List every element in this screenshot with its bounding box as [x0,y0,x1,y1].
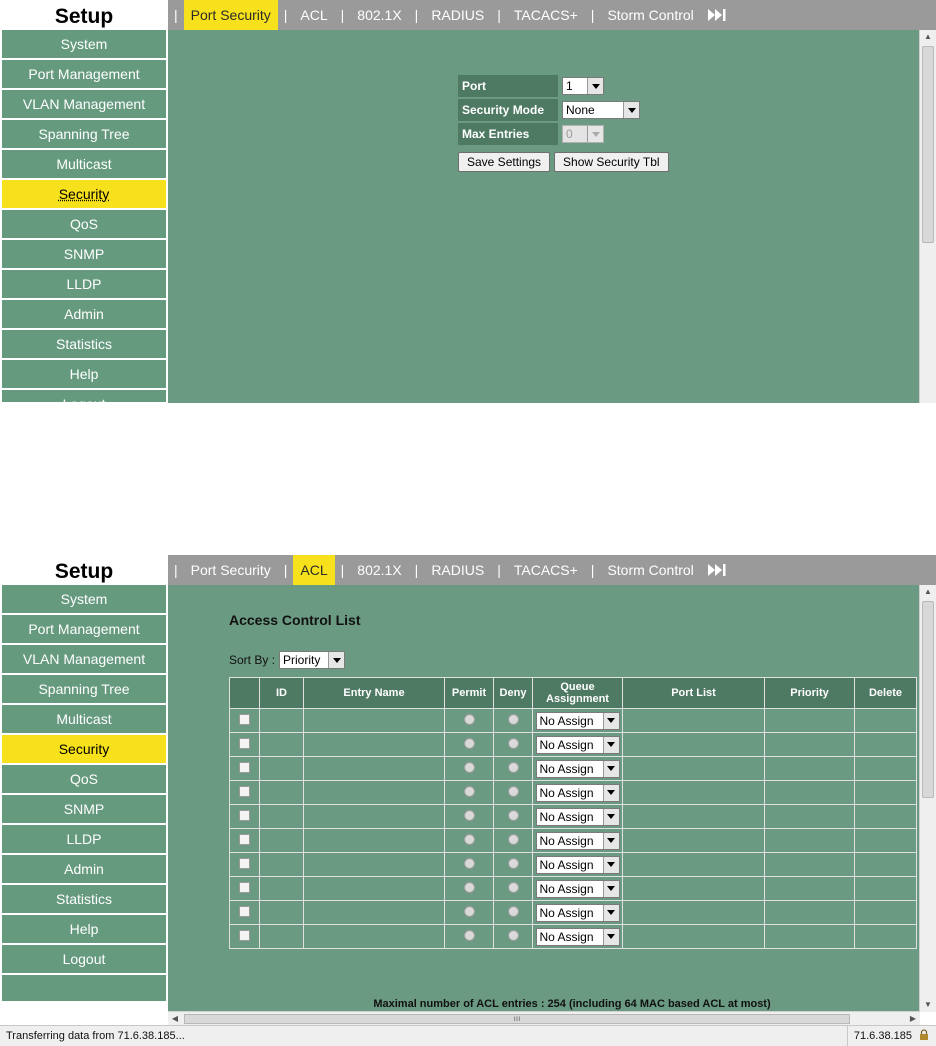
deny-radio[interactable] [508,810,519,821]
port-security-form [458,74,669,172]
deny-radio[interactable] [508,786,519,797]
port-list-cell [623,901,765,925]
queue-cell [533,757,623,781]
port-list-cell [623,733,765,757]
acl-table [229,677,917,949]
queue-cell [533,901,623,925]
deny-cell [494,757,533,781]
sidebar-item-snmp[interactable]: SNMP [2,240,166,268]
table-row [230,829,917,853]
sidebar-item-lldp[interactable]: LLDP [2,270,166,298]
sidebar [0,555,168,1003]
deny-radio[interactable] [508,882,519,893]
deny-cell [494,805,533,829]
entry-name-cell [304,733,445,757]
delete-cell [855,853,917,877]
setup-title: Setup [0,555,168,585]
tab-storm-control[interactable]: Storm Control [607,562,694,578]
row-select-cell [230,853,260,877]
row-checkbox[interactable] [239,834,250,845]
row-select-cell [230,757,260,781]
queue-assignment-select[interactable]: No Assign [536,808,620,826]
queue-assignment-select[interactable]: No Assign [536,928,620,946]
deny-radio[interactable] [508,834,519,845]
queue-assignment-select[interactable]: No Assign [536,904,620,922]
entry-name-cell [304,709,445,733]
content-area [168,585,920,1012]
sidebar-item-port-management[interactable]: Port Management [2,60,166,88]
port-security-screen [0,0,936,412]
chevron-down-icon [603,881,619,897]
delete-cell [855,757,917,781]
status-ip: 71.6.38.185 [853,1030,912,1042]
priority-cell [765,709,855,733]
column-header-priority: Priority [765,678,855,709]
queue-cell [533,709,623,733]
status-bar [0,1025,936,1046]
permit-radio[interactable] [464,882,475,893]
permit-cell [445,877,494,901]
tab-port-security[interactable]: Port Security [190,562,271,578]
column-header-id: ID [260,678,304,709]
sidebar-filler [2,975,166,1001]
column-header-port-list: Port List [623,678,765,709]
permit-radio[interactable] [464,738,475,749]
priority-cell [765,925,855,949]
sidebar [0,0,168,412]
tab-tacacs[interactable]: TACACS+ [513,562,578,578]
row-checkbox[interactable] [239,786,250,797]
sidebar-item-port-management[interactable]: Port Management [2,615,166,643]
row-checkbox[interactable] [239,810,250,821]
permit-radio[interactable] [464,810,475,821]
acl-screen [0,555,936,1046]
acl-limit-note: Maximal number of ACL entries : 254 (including 64 MAC based ACL at most) [373,998,771,1010]
priority-cell [765,853,855,877]
delete-cell [855,925,917,949]
priority-cell [765,757,855,781]
sidebar-item-statistics[interactable]: Statistics [2,885,166,913]
queue-assignment-select[interactable]: No Assign [536,784,620,802]
entry-name-cell [304,757,445,781]
vertical-scrollbar[interactable] [919,585,936,1012]
tab-radius[interactable]: RADIUS [431,562,485,578]
row-checkbox[interactable] [239,930,250,941]
tab-port-security[interactable]: Port Security [184,0,278,30]
table-row [230,757,917,781]
queue-assignment-select[interactable]: No Assign [536,712,620,730]
table-row [230,805,917,829]
row-select-cell [230,709,260,733]
scroll-down-icon[interactable]: ▼ [924,1000,932,1009]
port-list-cell [623,877,765,901]
skip-forward-icon[interactable] [707,563,727,577]
table-row [230,853,917,877]
scroll-right-icon[interactable]: ▶ [909,1014,917,1023]
permit-radio[interactable] [464,786,475,797]
scrollbar-thumb[interactable] [922,46,934,243]
column-header-deny: Deny [494,678,533,709]
id-cell [260,805,304,829]
permit-radio[interactable] [464,858,475,869]
permit-radio[interactable] [464,834,475,845]
priority-cell [765,781,855,805]
delete-cell [855,709,917,733]
tab-bar: | Port Security | ACL | 802.1X | RADIUS | TACACS+ | Storm Control [168,555,936,585]
skip-forward-icon[interactable] [707,8,727,22]
permit-radio[interactable] [464,762,475,773]
vertical-scrollbar[interactable] [919,30,936,403]
setup-title: Setup [0,0,168,30]
chevron-down-icon [603,833,619,849]
sort-by-label: Sort By : [229,653,276,667]
sidebar-item-spanning-tree[interactable]: Spanning Tree [2,120,166,148]
tab-8021x[interactable]: 802.1X [357,7,402,23]
column-header-delete: Delete [855,678,917,709]
queue-cell [533,805,623,829]
tab-acl[interactable]: ACL [300,7,328,23]
port-list-cell [623,757,765,781]
row-checkbox[interactable] [239,714,250,725]
sidebar-item-qos[interactable]: QoS [2,765,166,793]
priority-cell [765,805,855,829]
id-cell [260,733,304,757]
chevron-down-icon [587,78,603,94]
deny-cell [494,733,533,757]
sort-by [229,651,345,669]
deny-cell [494,901,533,925]
table-header-row [230,678,917,709]
sidebar-item-spanning-tree[interactable]: Spanning Tree [2,675,166,703]
chevron-down-icon [623,102,639,118]
queue-cell [533,877,623,901]
sidebar-item-security[interactable]: Security [2,180,166,208]
queue-assignment-select[interactable]: No Assign [536,880,620,898]
row-select-cell [230,781,260,805]
sidebar-item-admin[interactable]: Admin [2,855,166,883]
permit-radio[interactable] [464,906,475,917]
deny-radio[interactable] [508,714,519,725]
table-row [230,709,917,733]
queue-cell [533,925,623,949]
deny-cell [494,853,533,877]
permit-cell [445,901,494,925]
deny-radio[interactable] [508,762,519,773]
table-row [230,733,917,757]
sidebar-item-logout[interactable]: Logout [2,945,166,973]
table-row [230,901,917,925]
deny-cell [494,925,533,949]
status-message: Transferring data from 71.6.38.185... [6,1030,185,1042]
scroll-left-icon[interactable]: ◀ [171,1014,179,1023]
deny-cell [494,709,533,733]
tab-radius[interactable]: RADIUS [431,7,485,23]
id-cell [260,829,304,853]
content-area [168,30,920,403]
deny-radio[interactable] [508,930,519,941]
row-select-cell [230,805,260,829]
queue-cell [533,781,623,805]
row-select-cell [230,901,260,925]
chevron-down-icon [603,929,619,945]
sidebar-item-system[interactable]: System [2,585,166,613]
deny-radio[interactable] [508,858,519,869]
permit-cell [445,805,494,829]
port-label: Port [458,75,558,97]
table-row [230,925,917,949]
sort-by-select[interactable]: Priority [279,651,345,669]
row-checkbox[interactable] [239,762,250,773]
chevron-down-icon [603,809,619,825]
tab-bar: | Port Security | ACL | 802.1X | RADIUS | TACACS+ | Storm Control [168,0,936,30]
sidebar-item-help[interactable]: Help [2,360,166,388]
permit-cell [445,925,494,949]
port-list-cell [623,781,765,805]
port-list-cell [623,853,765,877]
chevron-down-icon [603,761,619,777]
row-select-cell [230,829,260,853]
sidebar-item-lldp[interactable]: LLDP [2,825,166,853]
chevron-down-icon [328,652,344,668]
sidebar-item-help[interactable]: Help [2,915,166,943]
delete-cell [855,805,917,829]
priority-cell [765,877,855,901]
security-mode-select[interactable]: None [562,101,640,119]
delete-cell [855,829,917,853]
chevron-down-icon [603,737,619,753]
chevron-down-icon [603,857,619,873]
row-checkbox[interactable] [239,738,250,749]
priority-cell [765,901,855,925]
queue-cell [533,829,623,853]
deny-cell [494,829,533,853]
queue-cell [533,853,623,877]
delete-cell [855,733,917,757]
permit-cell [445,757,494,781]
entry-name-cell [304,829,445,853]
id-cell [260,757,304,781]
entry-name-cell [304,805,445,829]
sidebar-item-system[interactable]: System [2,30,166,58]
port-list-cell [623,829,765,853]
row-select-cell [230,925,260,949]
column-header-queue-assignment: Queue Assignment [533,678,623,709]
tab-storm-control[interactable]: Storm Control [607,7,694,23]
permit-cell [445,781,494,805]
tab-acl[interactable]: ACL [293,555,334,585]
sidebar-item-snmp[interactable]: SNMP [2,795,166,823]
entry-name-cell [304,781,445,805]
id-cell [260,877,304,901]
id-cell [260,853,304,877]
tab-8021x[interactable]: 802.1X [357,562,402,578]
id-cell [260,709,304,733]
sidebar-item-vlan-management[interactable]: VLAN Management [2,90,166,118]
delete-cell [855,877,917,901]
priority-cell [765,733,855,757]
permit-radio[interactable] [464,714,475,725]
row-select-cell [230,877,260,901]
row-select-cell [230,733,260,757]
id-cell [260,925,304,949]
port-list-cell [623,805,765,829]
queue-assignment-select[interactable]: No Assign [536,760,620,778]
scroll-up-icon[interactable]: ▲ [924,32,932,41]
port-list-cell [623,925,765,949]
deny-cell [494,877,533,901]
permit-cell [445,829,494,853]
sidebar-item-qos[interactable]: QoS [2,210,166,238]
sidebar-item-admin[interactable]: Admin [2,300,166,328]
permit-cell [445,733,494,757]
sidebar-item-logout[interactable]: Logout [2,390,166,402]
acl-table-body [230,709,917,949]
delete-cell [855,901,917,925]
deny-radio[interactable] [508,906,519,917]
entry-name-cell [304,925,445,949]
sidebar-item-multicast[interactable]: Multicast [2,150,166,178]
queue-cell [533,733,623,757]
tab-tacacs[interactable]: TACACS+ [513,7,578,23]
id-cell [260,901,304,925]
permit-radio[interactable] [464,930,475,941]
delete-cell [855,781,917,805]
table-row [230,781,917,805]
row-checkbox[interactable] [239,858,250,869]
sidebar-item-vlan-management[interactable]: VLAN Management [2,645,166,673]
security-mode-label: Security Mode [458,99,558,121]
sidebar-item-security[interactable]: Security [2,735,166,763]
horizontal-scrollbar-thumb[interactable]: ııı [184,1014,850,1024]
entry-name-cell [304,877,445,901]
column-header-permit: Permit [445,678,494,709]
table-row [230,877,917,901]
queue-assignment-select[interactable]: No Assign [536,832,620,850]
sidebar-item-multicast[interactable]: Multicast [2,705,166,733]
permit-cell [445,853,494,877]
row-checkbox[interactable] [239,906,250,917]
scroll-up-icon[interactable]: ▲ [924,587,932,596]
sidebar-item-statistics[interactable]: Statistics [2,330,166,358]
id-cell [260,781,304,805]
deny-cell [494,781,533,805]
save-settings-button[interactable]: Save Settings [458,152,550,172]
chevron-down-icon [603,713,619,729]
entry-name-cell [304,901,445,925]
port-select[interactable]: 1 [562,77,604,95]
chevron-down-icon [587,126,603,142]
queue-assignment-select[interactable]: No Assign [536,736,620,754]
deny-radio[interactable] [508,738,519,749]
row-checkbox[interactable] [239,882,250,893]
page-title: Access Control List [229,612,361,628]
chevron-down-icon [603,905,619,921]
chevron-down-icon [603,785,619,801]
entry-name-cell [304,853,445,877]
scrollbar-thumb[interactable] [922,601,934,798]
column-header-select [230,678,260,709]
horizontal-scrollbar[interactable] [168,1011,920,1026]
port-list-cell [623,709,765,733]
show-security-table-button[interactable]: Show Security Tbl [554,152,669,172]
priority-cell [765,829,855,853]
max-entries-select: 0 [562,125,604,143]
permit-cell [445,709,494,733]
column-header-entry-name: Entry Name [304,678,445,709]
lock-icon [918,1029,930,1044]
queue-assignment-select[interactable]: No Assign [536,856,620,874]
max-entries-label: Max Entries [458,123,558,145]
